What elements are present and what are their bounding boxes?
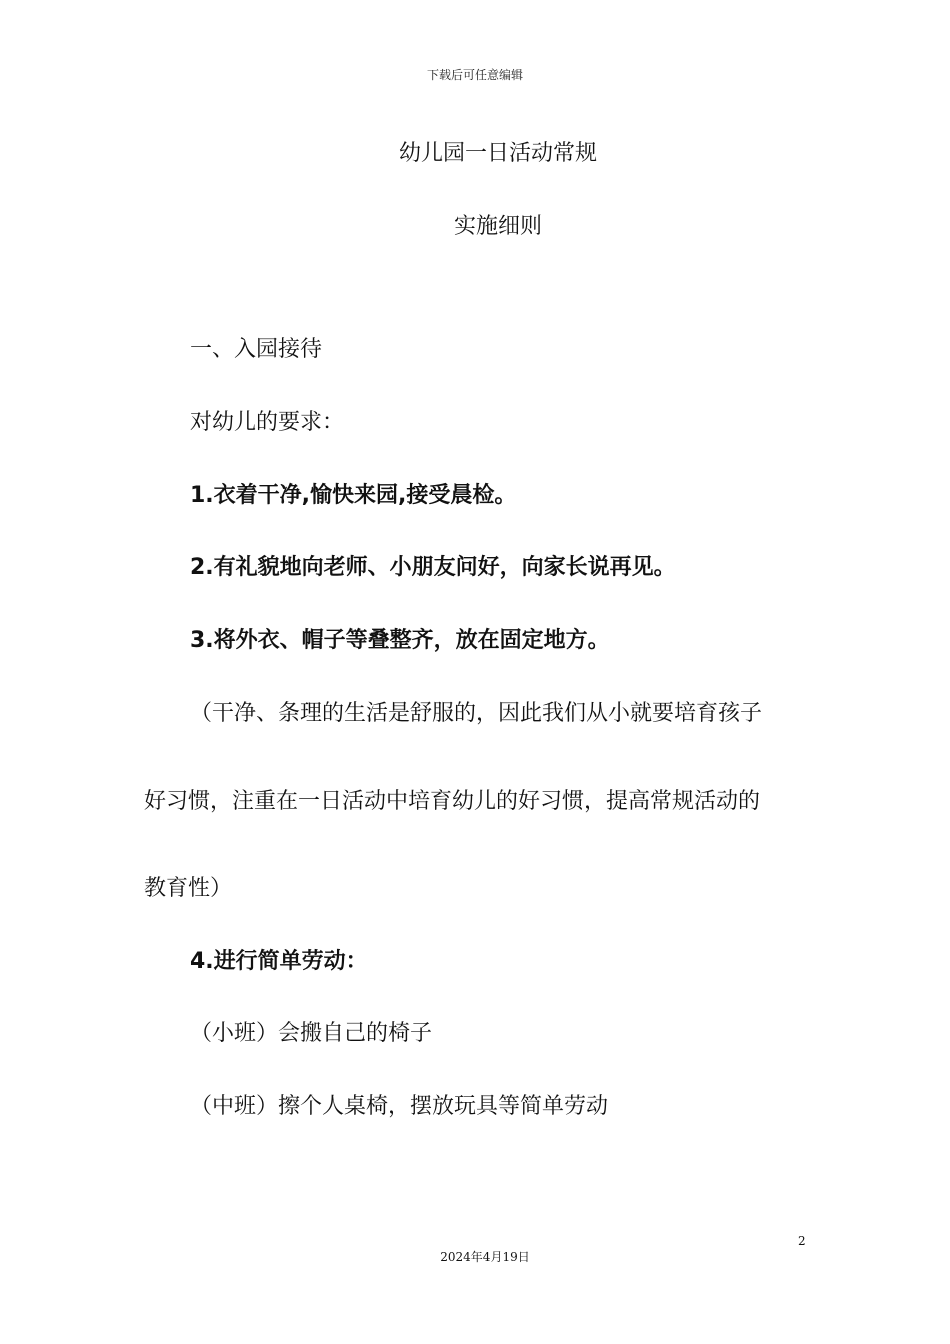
requirement-item-3: 3.将外衣、帽子等叠整齐，放在固定地方。 [190, 628, 610, 653]
footer-date: 2024年4月19日 [440, 1250, 530, 1264]
class-item-small: （小班）会搬自己的椅子 [190, 1021, 433, 1046]
class-item-middle: （中班）擦个人桌椅，摆放玩具等简单劳动 [190, 1094, 609, 1119]
document-subtitle: 实施细则 [453, 214, 542, 239]
note-paragraph-line-3: 教育性） [144, 876, 233, 901]
requirements-intro: 对幼儿的要求： [190, 410, 345, 435]
requirement-item-1: 1.衣着干净,愉快来园,接受晨检。 [190, 483, 517, 508]
requirement-item-4: 4.进行简单劳动： [190, 949, 368, 974]
note-paragraph-line-2: 好习惯，注重在一日活动中培育幼儿的好习惯，提高常规活动的 [144, 789, 761, 814]
note-paragraph-line-1: （干净、条理的生活是舒服的，因此我们从小就要培育孩子 [190, 701, 763, 726]
header-note: 下载后可任意编辑 [426, 68, 523, 82]
document-title: 幼儿园一日活动常规 [398, 141, 597, 166]
page-number: 2 [798, 1234, 806, 1248]
requirement-item-2: 2.有礼貌地向老师、小朋友问好，向家长说再见。 [190, 555, 676, 580]
section-heading: 一、入园接待 [190, 337, 323, 362]
